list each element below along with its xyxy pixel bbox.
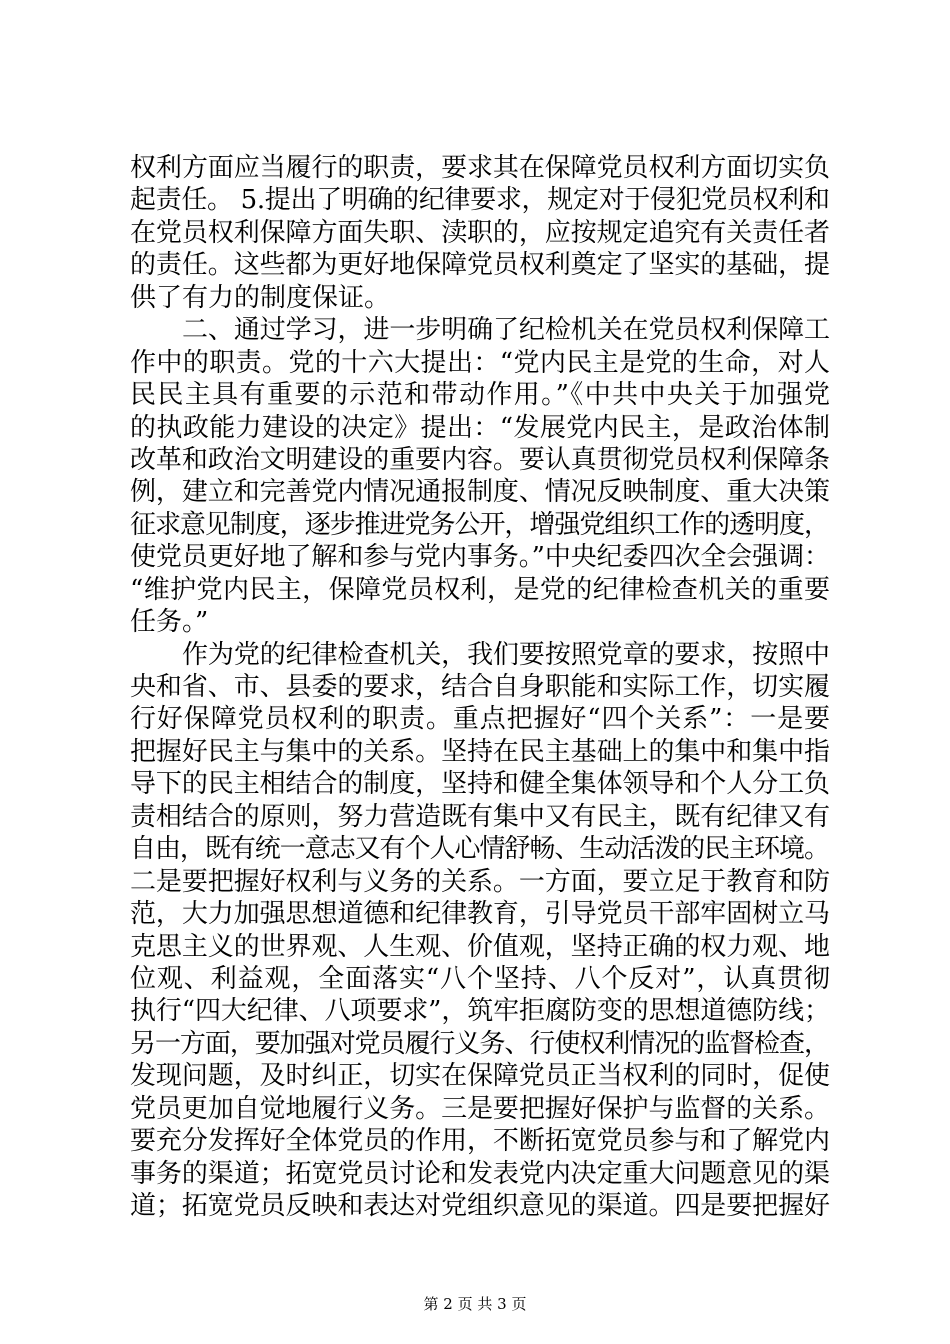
text-line: 民民主具有重要的示范和带动作用。”《中共中央关于加强党 bbox=[130, 380, 832, 411]
text-line: 位观、利益观，全面落实“八个坚持、八个反对”，认真贯彻 bbox=[130, 963, 831, 994]
text-line: 另一方面，要加强对党员履行义务、行使权利情况的监督检查， bbox=[130, 1028, 829, 1059]
text-line: 克思主义的世界观、人生观、价值观，坚持正确的权力观、地 bbox=[130, 931, 830, 962]
text-line: 责相结合的原则，努力营造既有集中又有民主，既有纪律又有 bbox=[130, 801, 830, 832]
text-line: 在党员权利保障方面失职、渎职的，应按规定追究有关责任者 bbox=[130, 217, 830, 248]
text-line: 党员更加自觉地履行义务。三是要把握好保护与监督的关系。 bbox=[130, 1093, 830, 1124]
text-line: 事务的渠道；拓宽党员讨论和发表党内决定重大问题意见的渠 bbox=[130, 1158, 830, 1189]
text-line: 作中的职责。党的十六大提出：“党内民主是党的生命，对人 bbox=[130, 347, 831, 378]
text-line: 执行“四大纪律、八项要求”，筑牢拒腐防变的思想道德防线； bbox=[130, 996, 830, 1027]
text-line: “维护党内民主，保障党员权利，是党的纪律检查机关的重要 bbox=[130, 574, 831, 605]
text-line: 央和省、市、县委的要求，结合自身职能和实际工作，切实履 bbox=[130, 672, 830, 702]
text-line: 供了有力的制度保证。 bbox=[130, 282, 391, 313]
text-line: 任务。” bbox=[130, 607, 209, 638]
body-text bbox=[130, 152, 830, 1222]
text-line: 的执政能力建设的决定》提出：“发展党内民主，是政治体制 bbox=[130, 412, 831, 443]
text-line: 自由，既有统一意志又有个人心情舒畅、生动活泼的民主环境。 bbox=[130, 834, 829, 865]
text-line: 起责任。 5.提出了明确的纪律要求，规定对于侵犯党员权利和 bbox=[130, 185, 830, 216]
text-line: 发现问题，及时纠正，切实在保障党员正当权利的同时，促使 bbox=[130, 1061, 830, 1092]
text-line: 二是要把握好权利与义务的关系。一方面，要立足于教育和防 bbox=[130, 866, 830, 897]
text-line: 改革和政治文明建设的重要内容。要认真贯彻党员权利保障条 bbox=[130, 444, 830, 475]
text-line: 要充分发挥好全体党员的作用，不断拓宽党员参与和了解党内 bbox=[130, 1126, 830, 1157]
text-line: 的责任。这些都为更好地保障党员权利奠定了坚实的基础，提 bbox=[130, 250, 830, 281]
text-line: 使党员更好地了解和参与党内事务。”中央纪委四次全会强调： bbox=[130, 542, 830, 573]
text-line: 把握好民主与集中的关系。坚持在民主基础上的集中和集中指 bbox=[130, 736, 830, 767]
text-line: 行好保障党员权利的职责。重点把握好“四个关系”：一是要 bbox=[130, 704, 831, 735]
page-number-footer: 第 2 页 共 3 页 bbox=[423, 1295, 527, 1313]
text-line: 作为党的纪律检查机关，我们要按照党章的要求，按照中 bbox=[182, 639, 830, 670]
text-line: 道；拓宽党员反映和表达对党组织意见的渠道。四是要把握好 bbox=[130, 1191, 830, 1221]
text-line: 导下的民主相结合的制度，坚持和健全集体领导和个人分工负 bbox=[130, 769, 830, 800]
text-line: 范，大力加强思想道德和纪律教育，引导党员干部牢固树立马 bbox=[130, 899, 830, 930]
text-line: 征求意见制度，逐步推进党务公开，增强党组织工作的透明度， bbox=[130, 509, 829, 540]
text-line: 例，建立和完善党内情况通报制度、情况反映制度、重大决策 bbox=[130, 477, 830, 508]
text-line: 权利方面应当履行的职责，要求其在保障党员权利方面切实负 bbox=[130, 153, 830, 183]
text-line: 二、通过学习，进一步明确了纪检机关在党员权利保障工 bbox=[182, 315, 830, 346]
